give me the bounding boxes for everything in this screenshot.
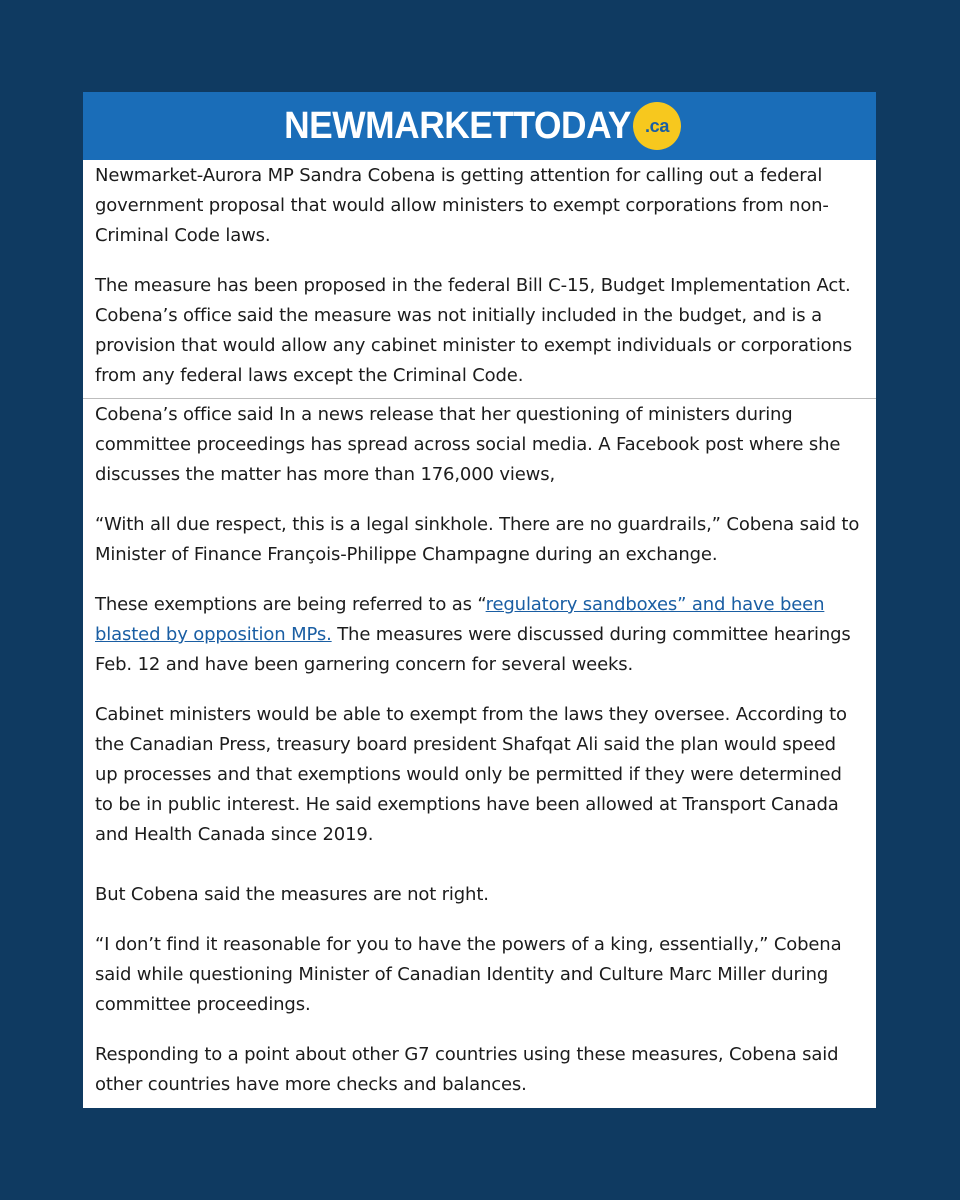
paragraph-8: “I don’t find it reasonable for you to have the powers of a king, essentially,” Cobena said while questioning Minister of Canadian Identity and Culture Marc Miller during committee proceedings. bbox=[95, 934, 842, 1015]
paragraph-5 bbox=[95, 590, 864, 680]
article-excerpt-bottom bbox=[95, 400, 864, 1100]
article-excerpt-top bbox=[95, 160, 864, 391]
paragraph-5-lead: These exemptions are being referred to as “ bbox=[95, 594, 486, 615]
regulatory-sandboxes-link[interactable]: regulatory sandboxes” and have been blasted by opposition MPs. bbox=[95, 594, 825, 645]
article-card bbox=[83, 92, 876, 1108]
paragraph-7: But Cobena said the measures are not right. bbox=[95, 884, 489, 905]
paragraph-2: The measure has been proposed in the federal Bill C-15, Budget Implementation Act. Cobena’s office said the measure was not initially included in the budget, and is a provision that would allow any cabinet minister to exempt individuals or corporations from any federal laws except the Criminal Code. bbox=[95, 275, 853, 386]
masthead bbox=[83, 92, 876, 160]
paragraph-9: Responding to a point about other G7 countries using these measures, Cobena said other countries have more checks and balances. bbox=[95, 1044, 839, 1095]
logo-wordmark: NEWMARKETTODAY bbox=[284, 105, 632, 147]
paragraph-6: Cabinet ministers would be able to exempt from the laws they oversee. According to the Canadian Press, treasury board president Shafqat Ali said the plan would speed up processes and that exemptions would only be permitted if they were determined to be in public interest. He said exemptions have been allowed at Transport Canada and Health Canada since 2019. bbox=[95, 704, 847, 845]
site-logo[interactable] bbox=[258, 102, 681, 150]
logo-ca-badge: .ca bbox=[633, 102, 681, 150]
paragraph-4: “With all due respect, this is a legal sinkhole. There are no guardrails,” Cobena said to Minister of Finance François-Philippe Champagne during an exchange. bbox=[95, 514, 860, 565]
screenshot-divider bbox=[83, 398, 876, 399]
paragraph-3: Cobena’s office said In a news release that her questioning of ministers during committee proceedings has spread across social media. A Facebook post where she discusses the matter has more than 176,000 views, bbox=[95, 404, 841, 485]
paragraph-1: Newmarket-Aurora MP Sandra Cobena is getting attention for calling out a federal government proposal that would allow ministers to exempt corporations from non-Criminal Code laws. bbox=[95, 165, 829, 246]
paragraph-5-tail: The measures were discussed during committee hearings Feb. 12 and have been garnering concern for several weeks. bbox=[95, 624, 851, 675]
